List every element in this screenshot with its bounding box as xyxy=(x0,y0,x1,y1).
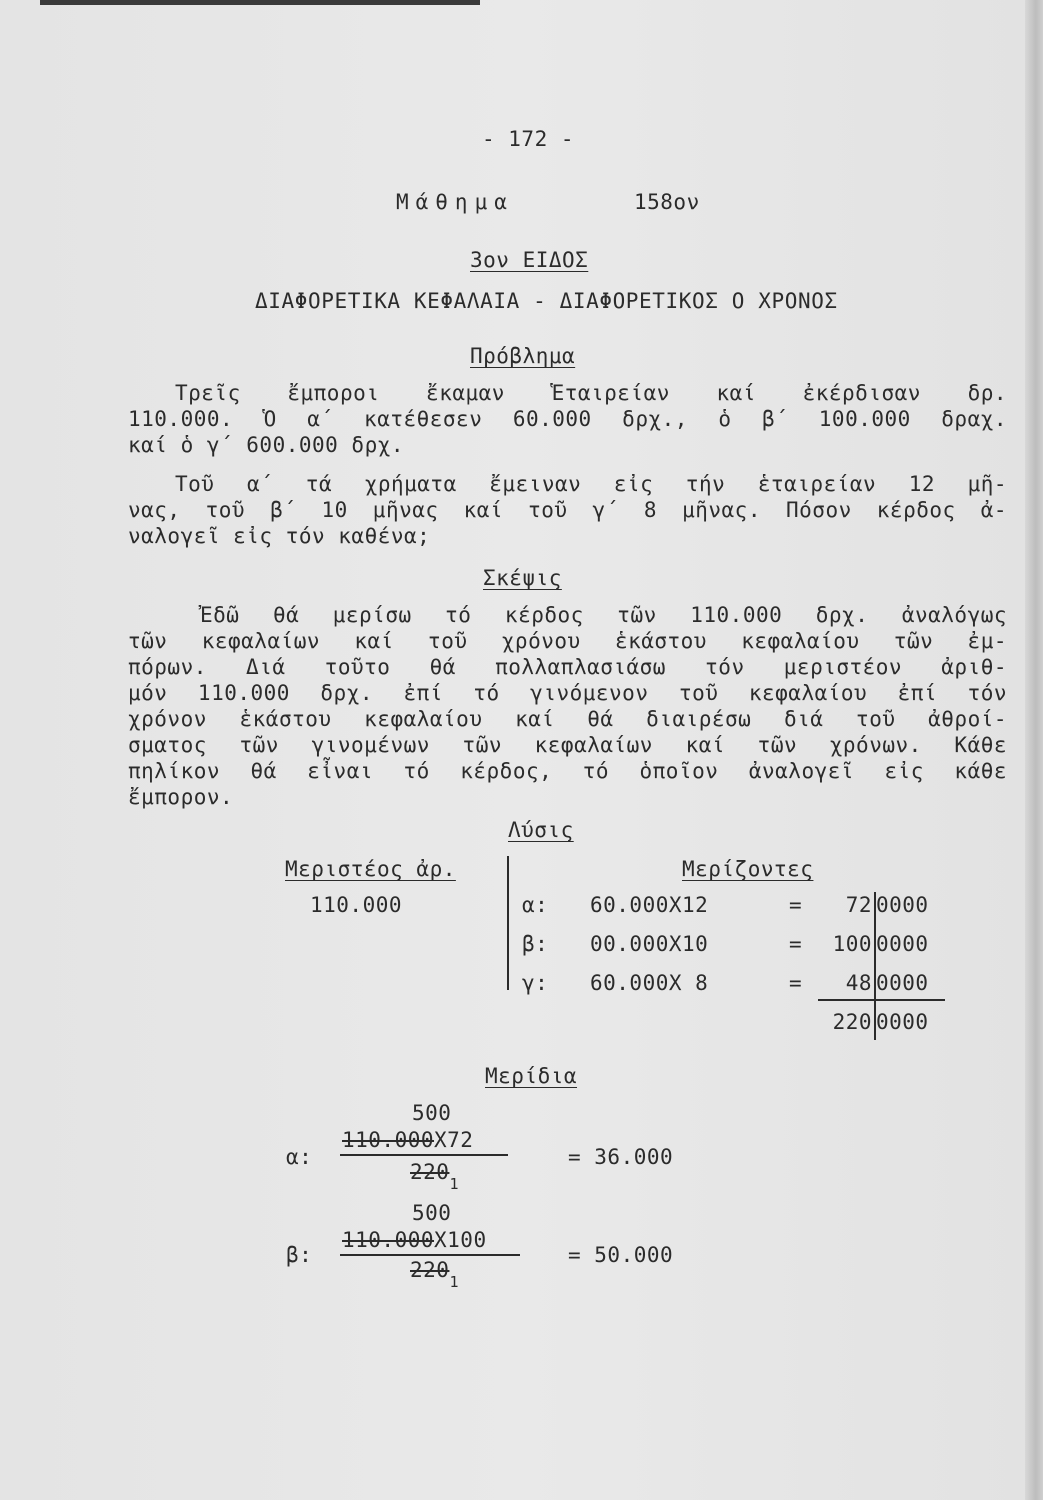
thinking-line-7: πηλίκον θά εἶναι τό κέρδος, τό ὁποῖον ἀναλογεῖ εἰς κάθε xyxy=(128,759,1007,783)
problem-line-3: καί ὁ γ΄ 600.000 δρχ. xyxy=(128,433,405,457)
problem-line-6: ναλογεῖ εἰς τόν καθένα; xyxy=(128,524,431,548)
share-a-result: = 36.000 xyxy=(568,1145,674,1169)
row-c-right: 0000 xyxy=(876,971,929,995)
problem-line-1: Τρεῖς ἔμποροι ἔκαμαν Ἑταιρείαν καί ἐκέρδισαν δρ. xyxy=(175,381,1007,405)
share-a-den-struck: 220 xyxy=(410,1160,450,1184)
share-a-num-rest: Χ72 xyxy=(434,1128,474,1152)
share-a-denominator xyxy=(410,1160,459,1193)
share-a-fraction-bar xyxy=(340,1154,508,1156)
row-a-left: 72 xyxy=(845,893,872,917)
row-c-eq: = xyxy=(789,971,803,995)
share-a-den-sub: 1 xyxy=(449,1175,459,1193)
top-edge-shadow xyxy=(40,0,480,5)
share-b-num-struck: 110.000 xyxy=(342,1228,435,1252)
thinking-line-2: τῶν κεφαλαίων καί τοῦ χρόνου ἑκάστου κεφαλαίου τῶν ἐμ- xyxy=(128,629,1007,653)
row-b-expr: 00.000Χ10 xyxy=(590,932,709,956)
total-right: 0000 xyxy=(876,1010,929,1034)
thinking-line-5: χρόνον ἑκάστου κεφαλαίου καί θά διαιρέσω διά τοῦ ἀθροί- xyxy=(128,707,1007,731)
total-left: 220 xyxy=(832,1010,872,1034)
share-b-den-struck: 220 xyxy=(410,1258,450,1282)
thinking-heading: Σκέψις xyxy=(483,566,562,590)
row-c-expr: 60.000Χ 8 xyxy=(590,971,709,995)
shares-heading: Μερίδια xyxy=(485,1064,578,1088)
share-b-top: 500 xyxy=(412,1201,452,1225)
row-b-label: β: xyxy=(522,932,549,956)
share-a-label: α: xyxy=(286,1145,313,1169)
share-b-denominator xyxy=(410,1258,459,1291)
row-a-expr: 60.000Χ12 xyxy=(590,893,709,917)
thinking-line-6: σματος τῶν γινομένων τῶν κεφαλαίων καί τῶν χρόνων. Κάθε xyxy=(128,733,1007,757)
problem-line-5: νας, τοῦ β΄ 10 μῆνας καί τοῦ γ΄ 8 μῆνας. Πόσον κέρδος ἀ- xyxy=(128,498,1007,522)
page-number: - 172 - xyxy=(482,127,575,151)
share-b-num-rest: Χ100 xyxy=(434,1228,487,1252)
row-c-left: 48 xyxy=(845,971,872,995)
right-edge-shadow xyxy=(1025,0,1043,1500)
row-b-left: 100 xyxy=(832,932,872,956)
solution-vertical-divider xyxy=(507,856,509,990)
share-a-num-struck: 110.000 xyxy=(342,1128,435,1152)
row-a-label: α: xyxy=(522,893,549,917)
row-a-eq: = xyxy=(789,893,803,917)
total-rule xyxy=(818,999,945,1001)
row-b-eq: = xyxy=(789,932,803,956)
lesson-word: Μάθημα xyxy=(396,190,514,214)
type-heading: 3ον ΕΙΔΟΣ xyxy=(470,248,589,272)
share-b-label: β: xyxy=(286,1243,313,1267)
thinking-line-3: πόρων. Διά τοῦτο θά πολλαπλασιάσω τόν μεριστέον ἀριθ- xyxy=(128,655,1007,679)
thinking-line-8: ἔμπορον. xyxy=(128,785,234,809)
main-title: ΔΙΑΦΟΡΕΤΙΚΑ ΚΕΦΑΛΑΙΑ - ΔΙΑΦΟΡΕΤΙΚΟΣ Ο ΧΡΟΝΟΣ xyxy=(255,289,838,313)
row-c-label: γ: xyxy=(522,971,549,995)
dividend-label: Μεριστέος ἀρ. xyxy=(285,857,456,881)
share-a-numerator xyxy=(342,1128,473,1152)
share-b-den-sub: 1 xyxy=(449,1273,459,1291)
dividend-value: 110.000 xyxy=(310,893,403,917)
thinking-line-4: μόν 110.000 δρχ. ἐπί τό γινόμενον τοῦ κεφαλαίου ἐπί τόν xyxy=(128,681,1007,705)
thinking-line-1: Ἐδῶ θά μερίσω τό κέρδος τῶν 110.000 δρχ. ἀναλόγως xyxy=(200,603,1007,627)
share-b-numerator xyxy=(342,1228,487,1252)
share-a-top: 500 xyxy=(412,1101,452,1125)
row-a-right: 0000 xyxy=(876,893,929,917)
share-b-fraction-bar xyxy=(340,1254,520,1256)
share-b-result: = 50.000 xyxy=(568,1243,674,1267)
partners-label: Μερίζοντες xyxy=(682,857,814,881)
problem-line-4: Τοῦ α΄ τά χρήματα ἔμειναν εἰς τήν ἑταιρείαν 12 μῆ- xyxy=(175,472,1007,496)
problem-line-2: 110.000. Ὁ α΄ κατέθεσεν 60.000 δρχ., ὁ β΄ 100.000 δραχ. xyxy=(128,407,1007,431)
solution-heading: Λύσις xyxy=(508,818,574,842)
row-b-right: 0000 xyxy=(876,932,929,956)
problem-heading: Πρόβλημα xyxy=(470,344,576,368)
lesson-number: 158ον xyxy=(634,190,700,214)
